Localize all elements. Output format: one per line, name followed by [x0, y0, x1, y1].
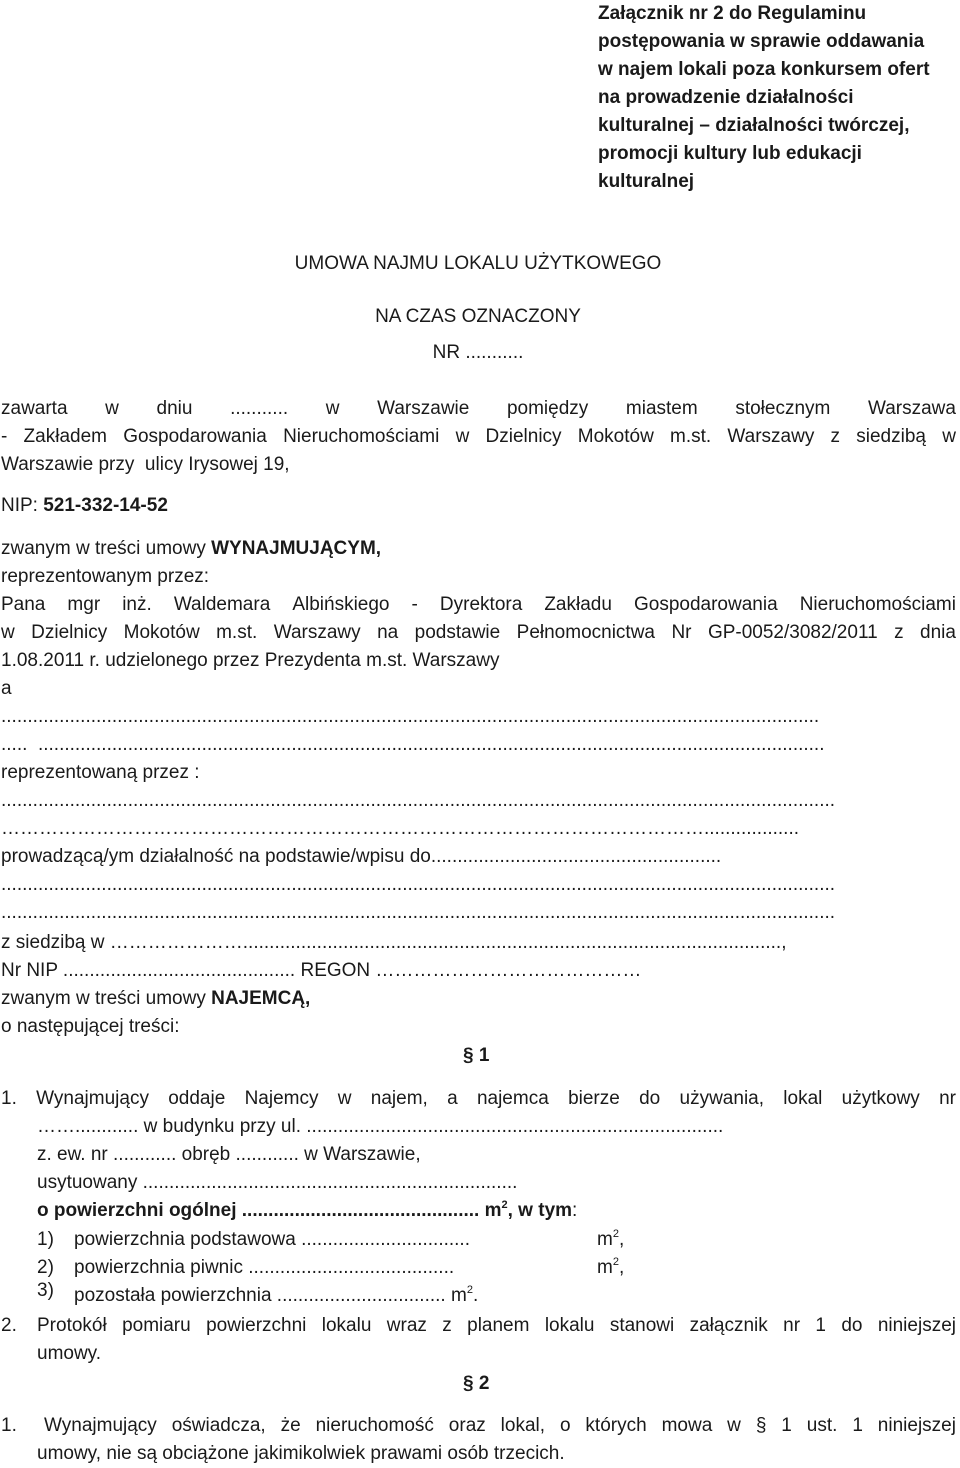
representative-line-1: Pana mgr inż. Waldemara Albińskiego - Dyrektora Zakładu Gospodarowania Nieruchomościami: [1, 594, 956, 615]
section-1-point-2-line-2: umowy.: [37, 1343, 102, 1364]
area-item: 2) powierzchnia piwnic .......................................: [37, 1257, 455, 1278]
representative-line-2: w Dzielnicy Mokotów m.st. Warszawy na podstawie Pełnomocnictwa Nr GP-0052/3082/2011 z dnia: [1, 622, 956, 643]
blank-line: ..... .....................................................................................................................................................: [1, 734, 825, 755]
annex-line: kulturalnej – działalności twórczej,: [598, 115, 910, 136]
intro-line-2: - Zakładem Gospodarowania Nieruchomościami w Dzielnicy Mokotów m.st. Warszawy z siedzibą w: [1, 426, 956, 447]
section-2-point-1-num: 1.: [1, 1415, 17, 1436]
intro-line-1: zawarta w dniu ........... w Warszawie pomiędzy miastem stołecznym Warszawa: [1, 398, 956, 419]
area-item: 3) pozostała powierzchnia ................................ $m^2$.: [37, 1280, 479, 1306]
conjunction-a: a: [1, 678, 12, 699]
representative-line-3: 1.08.2011 r. udzielonego przez Prezydenta m.st. Warszawy: [1, 650, 500, 671]
landlord-role: WYNAJMUJĄCYM,: [211, 538, 382, 559]
section-1-point-1-line-4: usytuowany .......................................................................: [37, 1172, 518, 1193]
tenant-role: NAJEMCĄ,: [211, 988, 311, 1009]
section-1-point-1-line-3: z. ew. nr ............ obręb ............ w Warszawie,: [37, 1144, 421, 1165]
annex-line: kulturalnej: [598, 171, 695, 192]
nip-line: [1, 492, 168, 520]
blank-line: …………………………………………………………………………………………………..................: [1, 818, 800, 839]
section-2-point-1-line-1: Wynajmujący oświadcza, że nieruchomość oraz lokal, o których mowa w § 1 ust. 1 niniejszej: [44, 1415, 956, 1436]
total-area-line: o powierzchni ogólnej ............................................. $m^2$, w tym:: [37, 1199, 578, 1221]
blank-line: ..............................................................................................................................................................: [1, 874, 836, 895]
contract-title: UMOWA NAJMU LOKALU UŻYTKOWEGO: [294, 253, 662, 274]
area-item: 1) powierzchnia podstawowa ................................: [37, 1229, 470, 1250]
tenant-line: zwanym w treści umowy NAJEMCĄ,: [1, 988, 311, 1009]
intro-line-3: Warszawie przy ulicy Irysowej 19,: [1, 454, 290, 475]
nip-value: 521-332-14-52: [43, 495, 168, 516]
annex-line: w najem lokali poza konkursem ofert: [598, 59, 930, 80]
contract-subtitle: NA CZAS OZNACZONY: [375, 306, 581, 327]
blank-line: ..............................................................................................................................................................: [1, 790, 836, 811]
area-item-unit: $m^2$,: [597, 1228, 625, 1250]
following-content: o następującej treści:: [1, 1016, 180, 1037]
area-item-unit: $m^2$,: [597, 1256, 625, 1278]
represented-by: reprezentowanym przez:: [1, 566, 210, 587]
annex-line: na prowadzenie działalności: [598, 87, 854, 108]
nip-regon-line: Nr NIP ............................................ REGON ……………………………………: [1, 960, 642, 981]
annex-line: Załącznik nr 2 do Regulaminu: [598, 3, 867, 24]
section-1-heading: § 1: [463, 1045, 490, 1066]
contract-number: NR ...........: [432, 342, 524, 363]
section-1-point-2-line-1: Protokół pomiaru powierzchni lokalu wraz z planem lokalu stanowi załącznik nr 1 do niniejszej: [37, 1315, 956, 1336]
section-2-point-1-line-2: umowy, nie są obciążone jakimikolwiek prawami osób trzecich.: [37, 1443, 565, 1464]
seat-line: z siedzibą w …………………......................................................................................................,: [1, 932, 787, 953]
annex-line: postępowania w sprawie oddawania: [598, 31, 925, 52]
blank-line: ..............................................................................................................................................................: [1, 902, 836, 923]
section-2-heading: § 2: [463, 1373, 490, 1394]
landlord-line: zwanym w treści umowy WYNAJMUJĄCYM,: [1, 538, 382, 559]
nip-label: NIP:: [1, 495, 44, 516]
section-1-point-1-line-1: 1. Wynajmujący oddaje Najemcy w najem, a najemca bierze do używania, lokal użytkowy nr: [1, 1088, 956, 1109]
annex-note: [598, 0, 958, 196]
section-1-point-1-line-2: ……............ w budynku przy ul. ...............................................................................: [37, 1116, 724, 1137]
blank-line: ...........................................................................................................................................................: [1, 706, 820, 727]
annex-line: promocji kultury lub edukacji: [598, 143, 862, 164]
section-1-point-2-num: 2.: [1, 1315, 17, 1336]
represented-by-tenant: reprezentowaną przez :: [1, 762, 200, 783]
business-basis-line: prowadzącą/ym działalność na podstawie/wpisu do.......................................................: [1, 846, 722, 867]
